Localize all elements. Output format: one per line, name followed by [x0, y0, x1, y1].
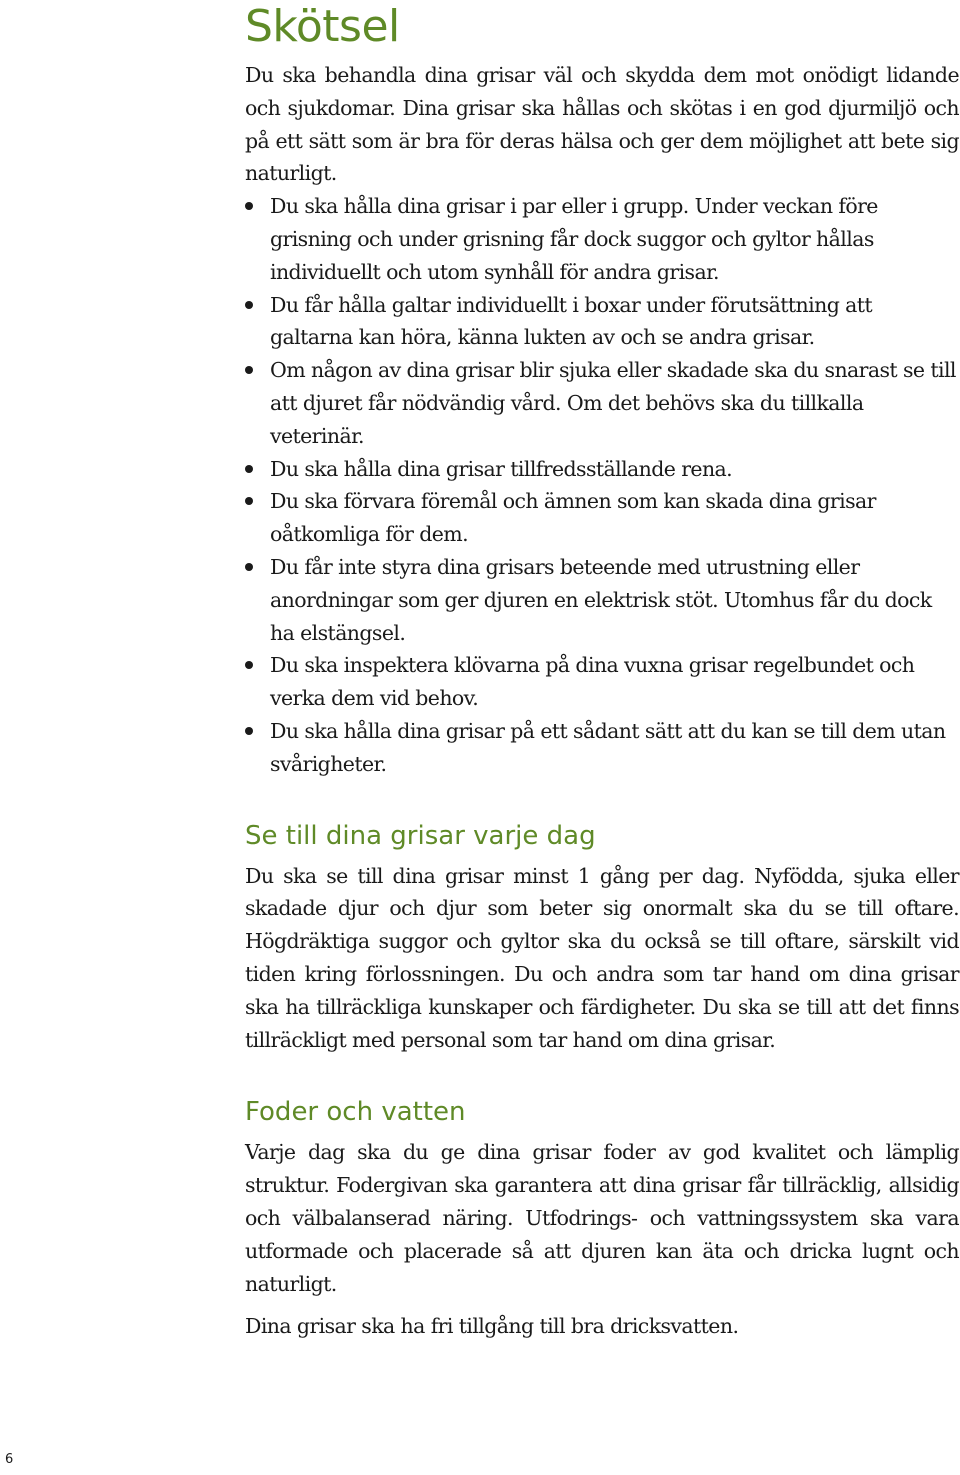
water-paragraph: Dina grisar ska ha fri tillgång till bra dricksvatten. [245, 1314, 739, 1339]
page-content [245, 0, 959, 1343]
page-title: Skötsel [245, 1, 400, 52]
list-item: Du ska inspektera klövarna på dina vuxna grisar regelbundet och verka dem vid behov. [245, 649, 959, 715]
bullet-icon [245, 563, 253, 571]
section-heading-feed-water: Foder och vatten [245, 1097, 466, 1128]
page-number: 6 [5, 1452, 14, 1467]
bullet-icon [245, 497, 253, 505]
list-item: Du ska hålla dina grisar i par eller i grupp. Under veckan före grisning och under grisning får dock suggor och gyltor hållas individuellt och utom synhåll för andra grisar. [245, 190, 959, 288]
list-item: Du ska förvara föremål och ämnen som kan skada dina grisar oåtkomliga för dem. [245, 485, 959, 551]
list-item: Du får hålla galtar individuellt i boxar under förutsättning att galtarna kan höra, känna lukten av och se andra grisar. [245, 289, 959, 355]
bullet-icon [245, 465, 253, 473]
section-heading-daily-check: Se till dina grisar varje dag [245, 820, 596, 851]
daily-check-paragraph: Du ska se till dina grisar minst 1 gång per dag. Nyfödda, sjuka eller skadade djur och djur som beter sig onormalt ska du se till oftare. Högdräktiga suggor och gyltor ska du också se till oftare, särskilt vid tiden kring förlossningen. Du och andra som tar hand om dina grisar ska ha tillräckliga kunskaper och färdigheter. Du ska se till att det finns tillräckligt med personal som tar hand om dina grisar. [245, 863, 959, 1052]
bullet-icon [245, 202, 253, 210]
list-item: Du ska hålla dina grisar på ett sådant sätt att du kan se till dem utan svårigheter. [245, 715, 959, 781]
bullet-icon [245, 301, 253, 309]
list-item: Du får inte styra dina grisars beteende med utrustning eller anordningar som ger djuren en elektrisk stöt. Utomhus får du dock ha elstängsel. [245, 551, 959, 649]
feed-paragraph: Varje dag ska du ge dina grisar foder av god kvalitet och lämplig struktur. Fodergivan ska garantera att dina grisar får tillräcklig, allsidig och välbalanserad näring. Utfodrings- och vattningssystem ska vara utformade och placerade så att djuren kan äta och dricka lugnt och naturligt. [245, 1140, 959, 1296]
bullet-icon [245, 661, 253, 669]
list-item: Du ska hålla dina grisar tillfredsställande rena. [245, 453, 959, 486]
list-item: Om någon av dina grisar blir sjuka eller skadade ska du snarast se till att djuret får nödvändig vård. Om det behövs ska du tillkalla veterinär. [245, 354, 959, 452]
bullet-icon [245, 727, 253, 735]
bullet-icon [245, 366, 253, 374]
care-rules-list [245, 190, 959, 780]
intro-paragraph: Du ska behandla dina grisar väl och skydda dem mot onödigt lidande och sjukdomar. Dina grisar ska hållas och skötas i en god djurmiljö och på ett sätt som är bra för deras hälsa och ger dem möjlighet att bete sig naturligt. [245, 63, 959, 186]
